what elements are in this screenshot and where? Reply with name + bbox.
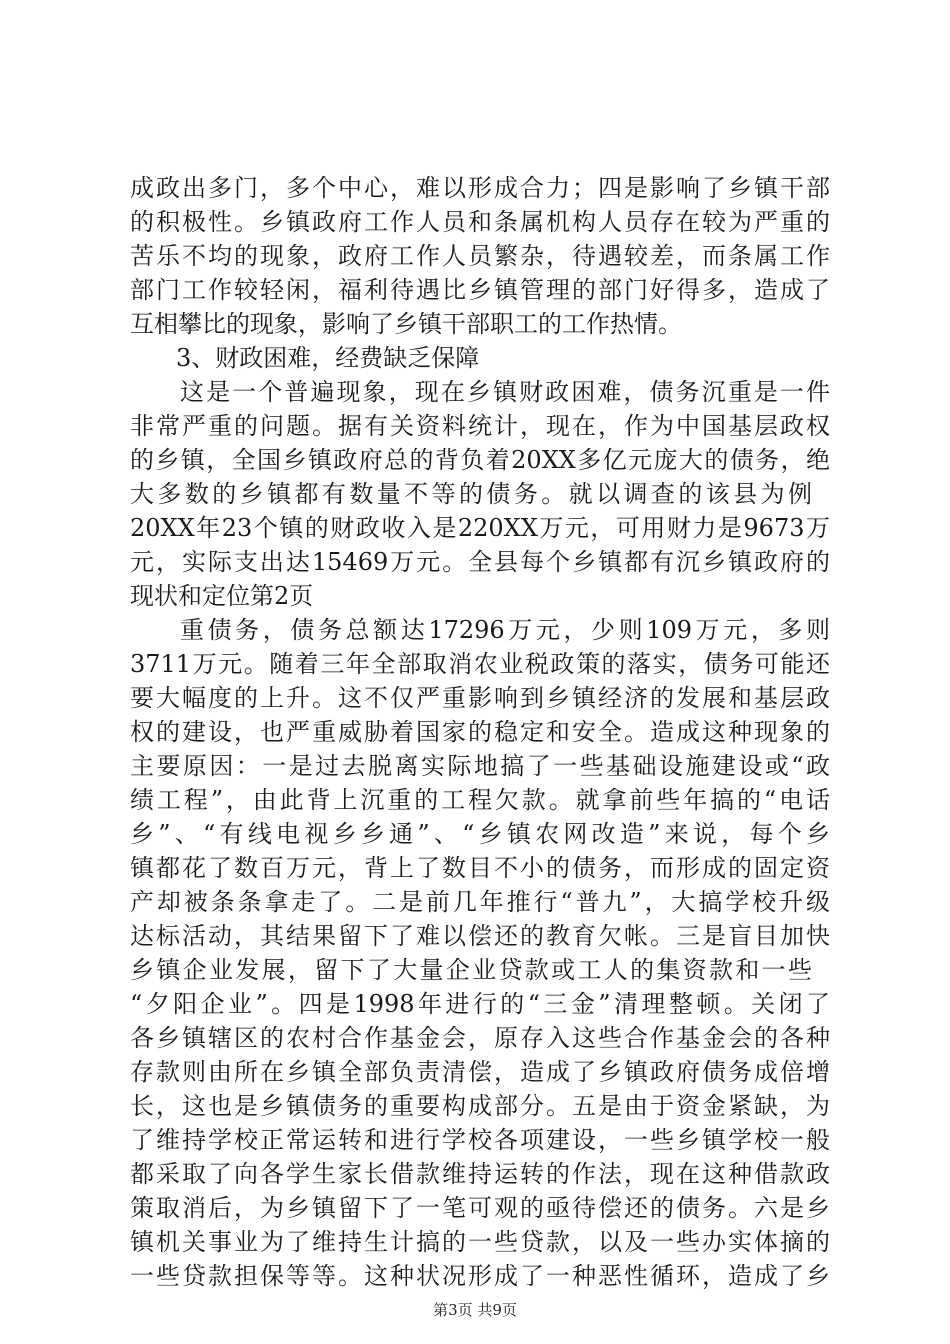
text-line: 元，实际支出达15469万元。全县每个乡镇都有沉乡镇政府的 [130,548,830,576]
text-line: 策取消后，为乡镇留下了一笔可观的亟待偿还的债务。六是乡 [130,1194,830,1222]
text-line: 要大幅度的上升。这不仅严重影响到乡镇经济的发展和基层政 [130,684,830,712]
text-line: 非常严重的问题。据有关资料统计，现在，作为中国基层政权 [130,412,830,440]
text-line: 产却被条条拿走了。二是前几年推行“普九”，大搞学校升级 [130,888,830,916]
text-line: “夕阳企业”。四是1998年进行的“三金”清理整顿。关闭了 [130,990,830,1018]
text-line: 乡镇企业发展，留下了大量企业贷款或工人的集资款和一些 [130,956,812,984]
paragraph-first-line: 重债务，债务总额达17296万元，少则109万元，多则 [180,616,830,644]
text-line: 3711万元。随着三年全部取消农业税政策的落实，债务可能还 [130,650,830,678]
paragraph-first-line: 这是一个普遍现象，现在乡镇财政困难，债务沉重是一件 [180,378,830,406]
text-line: 现状和定位第2页 [130,582,314,610]
text-line: 部门工作较轻闲，福利待遇比乡镇管理的部门好得多，造成了 [130,276,830,304]
text-line: 各乡镇辖区的农村合作基金会，原存入这些合作基金会的各种 [130,1024,830,1052]
text-line: 权的建设，也严重威胁着国家的稳定和安全。造成这种现象的 [130,718,830,746]
text-line: 镇机关事业为了维持生计搞的一些贷款，以及一些办实体摘的 [130,1228,830,1256]
text-line: 都采取了向各学生家长借款维持运转的作法，现在这种借款政 [130,1160,830,1188]
text-line: 大多数的乡镇都有数量不等的债务。就以调查的该县为例 [130,480,812,508]
text-line: 苦乐不均的现象，政府工作人员繁杂，待遇较差，而条属工作 [130,242,830,270]
text-line: 互相攀比的现象，影响了乡镇干部职工的工作热情。 [130,310,682,338]
text-line: 成政出多门，多个中心，难以形成合力；四是影响了乡镇干部 [130,174,830,202]
section-heading: 3、财政困难，经费缺乏保障 [176,344,480,372]
text-line: 一些贷款担保等等。这种状况形成了一种恶性循环，造成了乡 [130,1262,830,1290]
text-line: 乡”、“有线电视乡乡通”、“乡镇农网改造”来说，每个乡 [130,820,830,848]
text-line: 主要原因：一是过去脱离实际地搞了一些基础设施建设或“政 [130,752,830,780]
text-line: 的乡镇，全国乡镇政府总的背负着20XX多亿元庞大的债务，绝 [130,446,830,474]
text-line: 存款则由所在乡镇全部负责清偿，造成了乡镇政府债务成倍增 [130,1058,830,1086]
text-line: 绩工程”，由此背上沉重的工程欠款。就拿前些年搞的“电话 [130,786,830,814]
text-line: 镇都花了数百万元，背上了数目不小的债务，而形成的固定资 [130,854,830,882]
text-line: 长，这也是乡镇债务的重要构成部分。五是由于资金紧缺，为 [130,1092,830,1120]
page-number-footer: 第3页 共9页 [433,1301,517,1319]
text-line: 了维持学校正常运转和进行学校各项建设，一些乡镇学校一般 [130,1126,830,1154]
text-line: 的积极性。乡镇政府工作人员和条属机构人员存在较为严重的 [130,208,830,236]
text-line: 达标活动，其结果留下了难以偿还的教育欠帐。三是盲目加快 [130,922,830,950]
text-line: 20XX年23个镇的财政收入是220XX万元，可用财力是9673万 [130,514,830,542]
